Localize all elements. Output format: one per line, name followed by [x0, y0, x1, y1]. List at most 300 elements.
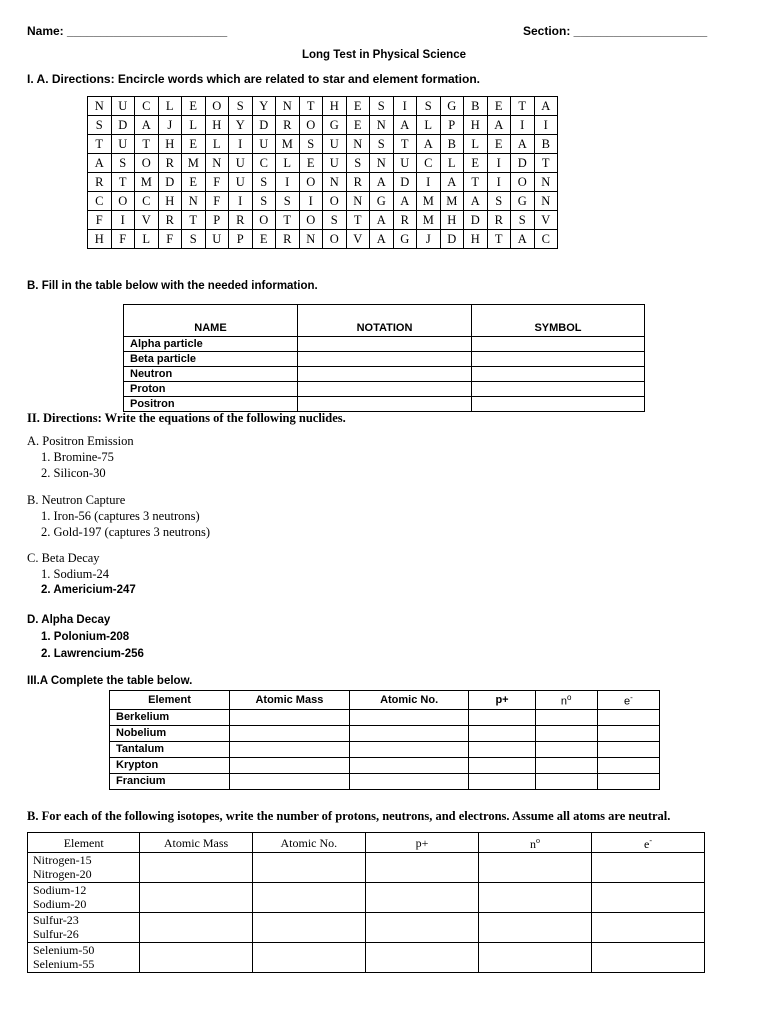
answer-cell[interactable] [597, 725, 659, 741]
grid-letter[interactable]: G [370, 192, 394, 211]
grid-letter[interactable]: R [276, 116, 300, 135]
isotope-name: Selenium-50 [33, 943, 95, 957]
grid-letter[interactable]: E [487, 135, 511, 154]
particle-table [123, 304, 645, 412]
grid-letter[interactable]: N [534, 173, 558, 192]
answer-cell[interactable] [349, 773, 469, 789]
answer-cell[interactable] [140, 853, 252, 883]
isotope-name: Nitrogen-20 [33, 867, 92, 881]
symbol-cell[interactable] [472, 352, 645, 367]
section-d-title: D. Alpha Decay [27, 614, 111, 626]
answer-cell[interactable] [140, 883, 252, 913]
notation-cell[interactable] [298, 352, 472, 367]
answer-cell[interactable] [591, 913, 704, 943]
grid-letter[interactable]: D [252, 116, 276, 135]
table-row [124, 337, 645, 352]
grid-letter[interactable]: R [229, 211, 253, 230]
element-name: Krypton [110, 757, 230, 773]
grid-letter[interactable]: A [487, 116, 511, 135]
isotope-name: Sulfur-26 [33, 927, 79, 941]
grid-letter[interactable]: S [370, 135, 394, 154]
answer-cell[interactable] [535, 725, 597, 741]
answer-cell[interactable] [535, 773, 597, 789]
col-atomic-mass-header: Atomic Mass [140, 833, 252, 853]
grid-row [88, 230, 558, 249]
grid-letter[interactable]: S [276, 192, 300, 211]
col-name-header: NAME [124, 305, 298, 337]
grid-letter[interactable]: O [299, 173, 323, 192]
grid-letter[interactable]: O [323, 230, 347, 249]
grid-letter[interactable]: N [534, 192, 558, 211]
page-title: Long Test in Physical Science [301, 49, 467, 61]
col-notation-header: NOTATION [298, 305, 472, 337]
element-name: Berkelium [110, 709, 230, 725]
grid-letter[interactable]: E [182, 97, 206, 116]
grid-letter[interactable]: B [464, 97, 488, 116]
grid-letter[interactable]: S [252, 192, 276, 211]
isotope-name: Sulfur-23 [33, 913, 79, 927]
col-neutrons-header: $n^o$ [535, 691, 597, 710]
section-a-title: A. Positron Emission [27, 434, 134, 448]
grid-letter[interactable]: I [417, 173, 441, 192]
grid-letter[interactable]: F [158, 230, 182, 249]
answer-cell[interactable] [365, 883, 478, 913]
table-row [28, 853, 705, 883]
isotope-names [28, 943, 140, 973]
grid-letter[interactable]: L [135, 230, 159, 249]
name-field-label: Name: ________________________ [27, 24, 228, 38]
table-row [28, 913, 705, 943]
grid-letter[interactable]: J [158, 116, 182, 135]
grid-letter[interactable]: S [511, 211, 535, 230]
notation-cell[interactable] [298, 367, 472, 382]
col-protons-header: p+ [365, 833, 478, 853]
symbol-cell[interactable] [472, 382, 645, 397]
answer-cell[interactable] [535, 757, 597, 773]
grid-letter[interactable]: L [158, 97, 182, 116]
grid-letter[interactable]: U [323, 154, 347, 173]
grid-letter[interactable]: N [346, 192, 370, 211]
grid-letter[interactable]: H [440, 211, 464, 230]
grid-letter[interactable]: M [417, 192, 441, 211]
answer-cell[interactable] [591, 943, 704, 973]
grid-letter[interactable]: S [88, 116, 112, 135]
grid-letter[interactable]: O [323, 192, 347, 211]
part3b-heading: B. For each of the following isotopes, write the number of protons, neutrons, and electrons. Assume all atoms are neutral. [27, 809, 671, 823]
list-item: 2. Lawrencium-256 [41, 648, 144, 660]
grid-letter[interactable]: E [182, 135, 206, 154]
grid-letter[interactable]: H [158, 192, 182, 211]
col-atomic-no-header: Atomic No. [252, 833, 365, 853]
grid-letter[interactable]: G [440, 97, 464, 116]
grid-letter[interactable]: F [88, 211, 112, 230]
grid-letter[interactable]: T [511, 97, 535, 116]
notation-cell[interactable] [298, 382, 472, 397]
notation-cell[interactable] [298, 337, 472, 352]
symbol-cell[interactable] [472, 367, 645, 382]
grid-letter[interactable]: B [534, 135, 558, 154]
grid-letter[interactable]: I [534, 116, 558, 135]
element-name: Tantalum [110, 741, 230, 757]
grid-letter[interactable]: Y [252, 97, 276, 116]
answer-cell[interactable] [535, 709, 597, 725]
table-row [124, 367, 645, 382]
grid-letter[interactable]: A [511, 230, 535, 249]
answer-cell[interactable] [478, 853, 591, 883]
answer-cell[interactable] [230, 741, 350, 757]
grid-letter[interactable]: D [464, 211, 488, 230]
grid-letter[interactable]: V [346, 230, 370, 249]
grid-letter[interactable]: L [182, 116, 206, 135]
grid-letter[interactable]: H [158, 135, 182, 154]
answer-cell[interactable] [252, 913, 365, 943]
grid-letter[interactable]: P [229, 230, 253, 249]
grid-letter[interactable]: M [135, 173, 159, 192]
grid-letter[interactable]: T [464, 173, 488, 192]
grid-letter[interactable]: T [111, 173, 135, 192]
grid-letter[interactable]: M [182, 154, 206, 173]
section-c-title: C. Beta Decay [27, 551, 100, 565]
answer-cell[interactable] [349, 741, 469, 757]
grid-letter[interactable]: R [487, 211, 511, 230]
col-element-header: Element [28, 833, 140, 853]
list-item: 2. Americium-247 [41, 584, 136, 596]
col-element-header: Element [110, 691, 230, 710]
answer-cell[interactable] [597, 709, 659, 725]
grid-row [88, 173, 558, 192]
grid-letter[interactable]: C [88, 192, 112, 211]
list-item: 1. Polonium-208 [41, 631, 130, 643]
grid-letter[interactable]: R [158, 154, 182, 173]
part2-section-c [27, 551, 136, 599]
grid-letter[interactable]: U [393, 154, 417, 173]
grid-letter[interactable]: U [252, 135, 276, 154]
answer-cell[interactable] [140, 943, 252, 973]
grid-letter[interactable]: M [276, 135, 300, 154]
grid-letter[interactable]: S [182, 230, 206, 249]
grid-letter[interactable]: I [229, 135, 253, 154]
grid-letter[interactable]: N [323, 173, 347, 192]
particle-name: Proton [124, 382, 298, 397]
answer-cell[interactable] [469, 773, 535, 789]
part2-section-a [27, 434, 134, 482]
grid-row [88, 135, 558, 154]
grid-letter[interactable]: S [417, 97, 441, 116]
grid-letter[interactable]: S [111, 154, 135, 173]
grid-letter[interactable]: R [276, 230, 300, 249]
grid-letter[interactable]: I [393, 97, 417, 116]
grid-letter[interactable]: C [135, 97, 159, 116]
grid-letter[interactable]: M [417, 211, 441, 230]
list-item: 1. Bromine-75 [41, 450, 114, 464]
answer-cell[interactable] [478, 943, 591, 973]
grid-letter[interactable]: E [346, 97, 370, 116]
grid-letter[interactable]: E [252, 230, 276, 249]
grid-letter[interactable]: O [252, 211, 276, 230]
part3a-heading: III.A Complete the table below. [27, 675, 193, 687]
col-neutrons-header: $n^o$ [478, 833, 591, 853]
grid-letter[interactable]: E [182, 173, 206, 192]
grid-row [88, 154, 558, 173]
grid-letter[interactable]: D [393, 173, 417, 192]
list-item: 2. Gold-197 (captures 3 neutrons) [41, 525, 211, 539]
grid-letter[interactable]: A [464, 192, 488, 211]
grid-letter[interactable]: P [440, 116, 464, 135]
particle-name: Neutron [124, 367, 298, 382]
grid-letter[interactable]: A [88, 154, 112, 173]
grid-letter[interactable]: U [229, 173, 253, 192]
grid-letter[interactable]: F [205, 192, 229, 211]
grid-letter[interactable]: H [464, 230, 488, 249]
grid-letter[interactable]: O [299, 116, 323, 135]
grid-letter[interactable]: T [346, 211, 370, 230]
answer-cell[interactable] [365, 943, 478, 973]
grid-letter[interactable]: D [511, 154, 535, 173]
grid-letter[interactable]: N [346, 135, 370, 154]
grid-letter[interactable]: N [88, 97, 112, 116]
grid-letter[interactable]: A [393, 116, 417, 135]
table-row [110, 773, 660, 789]
grid-letter[interactable]: N [299, 230, 323, 249]
grid-letter[interactable]: U [229, 154, 253, 173]
list-item: 1. Sodium-24 [41, 567, 110, 581]
table-row [124, 352, 645, 367]
part2-section-b [27, 493, 210, 541]
list-item: 1. Iron-56 (captures 3 neutrons) [41, 509, 200, 523]
table-row [28, 883, 705, 913]
grid-letter[interactable]: D [440, 230, 464, 249]
element-name: Francium [110, 773, 230, 789]
answer-cell[interactable] [478, 883, 591, 913]
grid-letter[interactable]: A [135, 116, 159, 135]
grid-letter[interactable]: A [534, 97, 558, 116]
grid-letter[interactable]: O [135, 154, 159, 173]
answer-cell[interactable] [469, 725, 535, 741]
grid-letter[interactable]: A [511, 135, 535, 154]
answer-cell[interactable] [252, 943, 365, 973]
grid-letter[interactable]: E [299, 154, 323, 173]
particle-name: Beta particle [124, 352, 298, 367]
grid-letter[interactable]: J [417, 230, 441, 249]
table-row [110, 709, 660, 725]
grid-letter[interactable]: T [487, 230, 511, 249]
grid-letter[interactable]: O [111, 192, 135, 211]
grid-letter[interactable]: O [299, 211, 323, 230]
grid-letter[interactable]: S [346, 154, 370, 173]
grid-letter[interactable]: T [135, 135, 159, 154]
col-atomic-mass-header: Atomic Mass [230, 691, 350, 710]
answer-cell[interactable] [349, 725, 469, 741]
grid-letter[interactable]: A [370, 211, 394, 230]
answer-cell[interactable] [140, 913, 252, 943]
grid-letter[interactable]: V [135, 211, 159, 230]
grid-letter[interactable]: L [417, 116, 441, 135]
grid-letter[interactable]: C [135, 192, 159, 211]
grid-letter[interactable]: E [487, 97, 511, 116]
grid-letter[interactable]: N [370, 154, 394, 173]
answer-cell[interactable] [230, 725, 350, 741]
grid-letter[interactable]: E [346, 116, 370, 135]
answer-cell[interactable] [230, 757, 350, 773]
grid-letter[interactable]: T [393, 135, 417, 154]
grid-letter[interactable]: I [299, 192, 323, 211]
grid-letter[interactable]: H [323, 97, 347, 116]
grid-letter[interactable]: A [393, 192, 417, 211]
col-protons-header: p+ [469, 691, 535, 710]
grid-letter[interactable]: F [205, 173, 229, 192]
col-symbol-header: SYMBOL [472, 305, 645, 337]
grid-letter[interactable]: T [88, 135, 112, 154]
answer-cell[interactable] [252, 853, 365, 883]
grid-letter[interactable]: L [276, 154, 300, 173]
grid-letter[interactable]: R [346, 173, 370, 192]
answer-cell[interactable] [597, 757, 659, 773]
notation-cell[interactable] [298, 397, 472, 412]
table-row [124, 382, 645, 397]
grid-letter[interactable]: T [276, 211, 300, 230]
grid-letter[interactable]: N [205, 154, 229, 173]
grid-letter[interactable]: G [511, 192, 535, 211]
grid-letter[interactable]: A [370, 173, 394, 192]
grid-letter[interactable]: O [205, 97, 229, 116]
col-electrons-header: e- [597, 691, 659, 710]
grid-letter[interactable]: T [534, 154, 558, 173]
answer-cell[interactable] [469, 741, 535, 757]
grid-letter[interactable]: U [111, 97, 135, 116]
list-item: 2. Silicon-30 [41, 466, 106, 480]
grid-letter[interactable]: I [511, 116, 535, 135]
symbol-cell[interactable] [472, 337, 645, 352]
grid-letter[interactable]: U [205, 230, 229, 249]
answer-cell[interactable] [591, 853, 704, 883]
answer-cell[interactable] [597, 741, 659, 757]
grid-letter[interactable]: U [323, 135, 347, 154]
grid-letter[interactable]: N [370, 116, 394, 135]
grid-letter[interactable]: Y [229, 116, 253, 135]
grid-letter[interactable]: R [88, 173, 112, 192]
grid-letter[interactable]: I [487, 173, 511, 192]
grid-letter[interactable]: I [487, 154, 511, 173]
element-name: Nobelium [110, 725, 230, 741]
grid-letter[interactable]: S [252, 173, 276, 192]
table-row [110, 725, 660, 741]
part2-section-d [27, 612, 144, 663]
grid-letter[interactable]: G [393, 230, 417, 249]
grid-letter[interactable]: C [534, 230, 558, 249]
grid-letter[interactable]: L [205, 135, 229, 154]
grid-row [88, 192, 558, 211]
grid-letter[interactable]: P [205, 211, 229, 230]
col-atomic-no-header: Atomic No. [349, 691, 469, 710]
symbol-cell[interactable] [472, 397, 645, 412]
col-electrons-header: e- [591, 833, 704, 853]
answer-cell[interactable] [349, 757, 469, 773]
grid-letter[interactable]: D [158, 173, 182, 192]
grid-letter[interactable]: I [276, 173, 300, 192]
grid-letter[interactable]: M [440, 192, 464, 211]
grid-row [88, 97, 558, 116]
grid-letter[interactable]: R [393, 211, 417, 230]
grid-letter[interactable]: U [111, 135, 135, 154]
grid-letter[interactable]: N [276, 97, 300, 116]
part2-directions: II. Directions: Write the equations of the following nuclides. [27, 411, 346, 425]
grid-letter[interactable]: T [182, 211, 206, 230]
grid-letter[interactable]: A [417, 135, 441, 154]
grid-letter[interactable]: S [229, 97, 253, 116]
grid-row [88, 211, 558, 230]
answer-cell[interactable] [597, 773, 659, 789]
section-b-title: B. Neutron Capture [27, 493, 126, 507]
grid-letter[interactable]: A [440, 173, 464, 192]
grid-letter[interactable]: B [440, 135, 464, 154]
grid-letter[interactable]: T [299, 97, 323, 116]
answer-cell[interactable] [591, 883, 704, 913]
grid-letter[interactable]: E [464, 154, 488, 173]
grid-letter[interactable]: S [323, 211, 347, 230]
grid-letter[interactable]: H [205, 116, 229, 135]
isotope-name: Sodium-12 [33, 883, 87, 897]
grid-letter[interactable]: I [111, 211, 135, 230]
grid-letter[interactable]: A [370, 230, 394, 249]
isotope-names [28, 913, 140, 943]
section-field-label: Section: ____________________ [523, 24, 708, 38]
grid-letter[interactable]: H [88, 230, 112, 249]
answer-cell[interactable] [252, 883, 365, 913]
isotope-names [28, 883, 140, 913]
particle-name: Positron [124, 397, 298, 412]
grid-letter[interactable]: C [252, 154, 276, 173]
isotope-name: Sodium-20 [33, 897, 87, 911]
grid-letter[interactable]: H [464, 116, 488, 135]
word-search-grid [87, 96, 558, 249]
grid-letter[interactable]: V [534, 211, 558, 230]
grid-letter[interactable]: R [158, 211, 182, 230]
answer-cell[interactable] [365, 853, 478, 883]
grid-letter[interactable]: N [182, 192, 206, 211]
isotope-names [28, 853, 140, 883]
grid-letter[interactable]: C [417, 154, 441, 173]
isotope-name: Nitrogen-15 [33, 853, 92, 867]
part-b-heading: B. Fill in the table below with the needed information. [27, 280, 318, 292]
grid-row [88, 116, 558, 135]
answer-cell[interactable] [478, 913, 591, 943]
grid-letter[interactable]: G [323, 116, 347, 135]
table-row [124, 397, 645, 412]
answer-cell[interactable] [230, 773, 350, 789]
grid-letter[interactable]: O [511, 173, 535, 192]
isotope-table [27, 832, 705, 973]
grid-letter[interactable]: D [111, 116, 135, 135]
table-row [28, 943, 705, 973]
grid-letter[interactable]: I [229, 192, 253, 211]
grid-letter[interactable]: L [440, 154, 464, 173]
grid-letter[interactable]: L [464, 135, 488, 154]
grid-letter[interactable]: S [370, 97, 394, 116]
answer-cell[interactable] [230, 709, 350, 725]
grid-letter[interactable]: F [111, 230, 135, 249]
answer-cell[interactable] [469, 757, 535, 773]
answer-cell[interactable] [365, 913, 478, 943]
grid-letter[interactable]: S [299, 135, 323, 154]
isotope-name: Selenium-55 [33, 957, 95, 971]
table-row [110, 757, 660, 773]
answer-cell[interactable] [535, 741, 597, 757]
element-table [109, 690, 660, 790]
part1-directions: I. A. Directions: Encircle words which are related to star and element formation. [27, 72, 480, 86]
answer-cell[interactable] [469, 709, 535, 725]
grid-letter[interactable]: S [487, 192, 511, 211]
answer-cell[interactable] [349, 709, 469, 725]
